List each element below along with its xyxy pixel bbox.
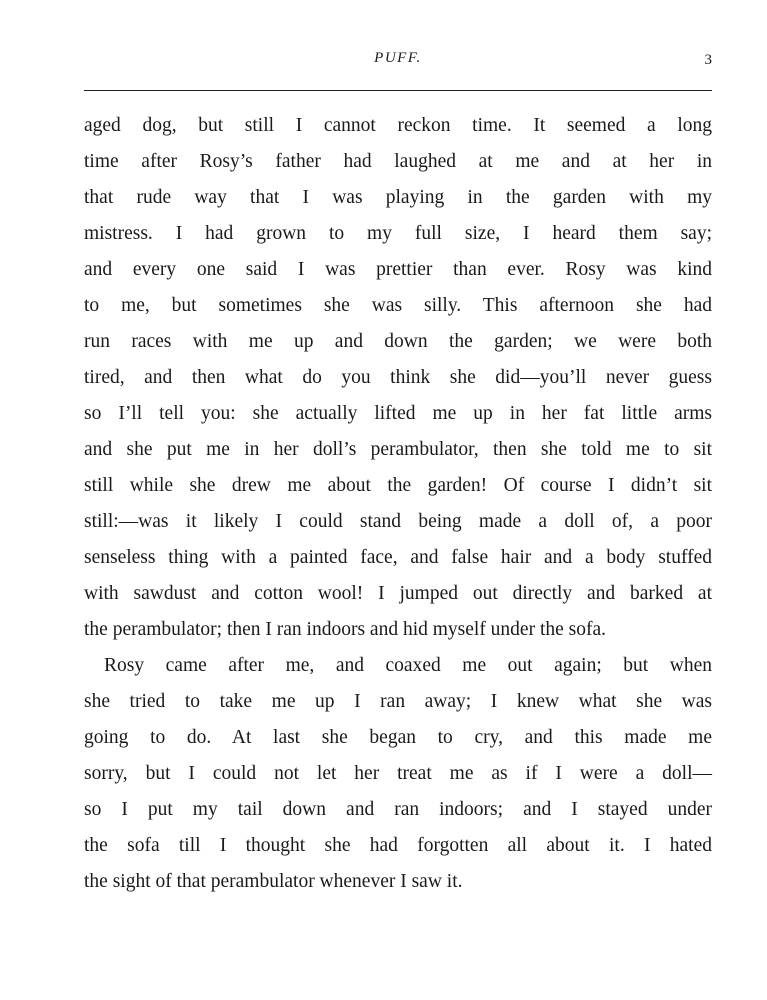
text-line: tired, and then what do you think she did—you’ll never guess	[84, 367, 712, 388]
text-line: Rosy came after me, and coaxed me out again; but when	[104, 655, 712, 676]
text-line: going to do. At last she began to cry, and this made me	[84, 727, 712, 748]
text-line: to me, but sometimes she was silly. This afternoon she had	[84, 295, 712, 316]
text-line: still:—was it likely I could stand being made a doll of, a poor	[84, 511, 712, 532]
running-title: PUFF.	[374, 50, 422, 66]
body-text	[84, 108, 712, 900]
text-line: still while she drew me about the garden! Of course I didn’t sit	[84, 475, 712, 496]
text-line: senseless thing with a painted face, and false hair and a body stuffed	[84, 547, 712, 568]
text-line: and she put me in her doll’s perambulator, then she told me to sit	[84, 439, 712, 460]
text-line: run races with me up and down the garden; we were both	[84, 331, 712, 352]
text-line: the sight of that perambulator whenever I saw it.	[84, 871, 463, 892]
text-line: mistress. I had grown to my full size, I heard them say;	[84, 223, 712, 244]
text-line: she tried to take me up I ran away; I knew what she was	[84, 691, 712, 712]
text-line: time after Rosy’s father had laughed at me and at her in	[84, 151, 712, 172]
text-line: so I put my tail down and ran indoors; and I stayed under	[84, 799, 712, 820]
text-line: so I’ll tell you: she actually lifted me up in her fat little arms	[84, 403, 712, 424]
page-number: 3	[704, 52, 712, 68]
paragraph-2	[84, 648, 712, 900]
running-head	[84, 46, 712, 76]
text-line: the sofa till I thought she had forgotten all about it. I hated	[84, 835, 712, 856]
text-line: and every one said I was prettier than ever. Rosy was kind	[84, 259, 712, 280]
header-rule	[84, 90, 712, 91]
paragraph-1	[84, 108, 712, 648]
text-line: sorry, but I could not let her treat me as if I were a doll—	[84, 763, 712, 784]
text-line: aged dog, but still I cannot reckon time. It seemed a long	[84, 115, 712, 136]
text-line: the perambulator; then I ran indoors and hid myself under the sofa.	[84, 619, 607, 640]
text-line: that rude way that I was playing in the garden with my	[84, 187, 712, 208]
text-line: with sawdust and cotton wool! I jumped out directly and barked at	[84, 583, 712, 604]
